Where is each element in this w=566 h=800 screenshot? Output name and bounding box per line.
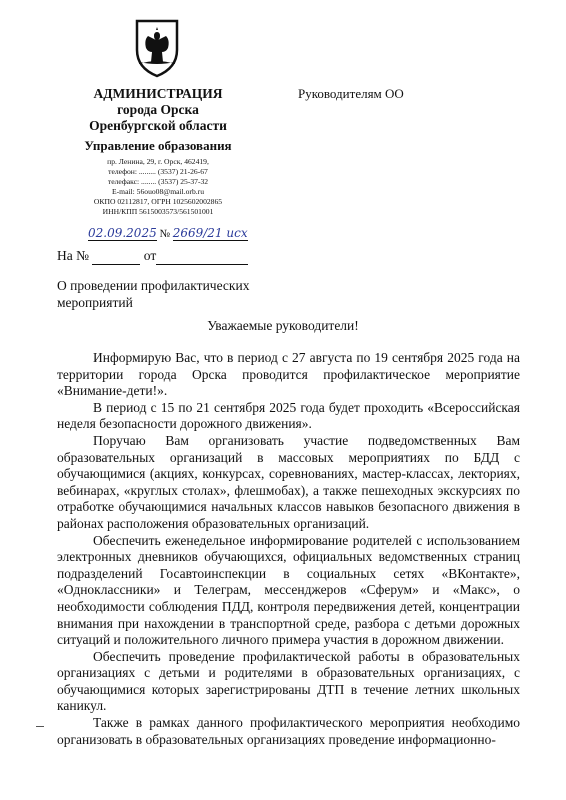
city-coat-of-arms-icon (134, 18, 180, 78)
recipient: Руководителям ОО (298, 86, 404, 101)
reference-number-label: На № (57, 248, 89, 263)
email: E-mail: 56ouo08@mail.orb.ru (112, 187, 204, 196)
reference-line (57, 248, 248, 265)
org-name-line1: АДМИНИСТРАЦИЯ (93, 86, 223, 101)
org-name-line2: города Орска (117, 102, 199, 117)
body-paragraph: Обеспечить проведение профилактической работы в образовательных организациях с детьми и родителями в образовательных организациях, с обучающимися которых зарегистрированы ДТП в течение летних школьных каникул. (57, 648, 520, 714)
handwritten-date: 02.09.2025 (88, 226, 157, 240)
reference-number-blank (92, 248, 140, 265)
body-paragraph: Информирую Вас, что в период с 27 августа по 19 сентября 2025 года на территории города Орска проводится профилактическое мероприятие «Внимание-дети!». (57, 350, 520, 399)
okpo-ogrn: ОКПО 02112817, ОГРН 1025602002865 (93, 197, 223, 206)
margin-mark (36, 726, 44, 727)
body-paragraph: Также в рамках данного профилактического мероприятия необходимо организовать в образовательных организациях проведение информационно- (57, 715, 520, 747)
phone: телефон: ......... (3537) 21-26-67 (108, 167, 208, 176)
reference-date-blank (156, 248, 248, 265)
department-name: Управление образования (84, 138, 232, 153)
address: пр. Ленина, 29, г. Орск, 462419, (107, 157, 209, 166)
outgoing-registration (88, 226, 248, 241)
inn-kpp: ИНН/КПП 5615003573/561501001 (102, 207, 214, 216)
greeting: Уважаемые руководители! (207, 318, 359, 333)
letter-body (57, 350, 520, 748)
number-sign: № (159, 228, 170, 240)
subject-line: О проведении профилактических (57, 278, 250, 293)
body-paragraph: Обеспечить еженедельное информирование родителей с использованием электронных дневников обучающихся, официальных ведомственных страниц подразделений Госавтоинспекции в социальных сетях «ВКонтакте», «Одноклассники» и Телеграм, мессенджеров «Сферум» и «Макс», о необходимости соблюдения ПДД, контроля передвижения детей, концентрации внимания при нахождении в транспортной среде, разбора с детьми дорожных ситуаций и положительного личного примера участия в дорожном движении. (57, 532, 520, 648)
fax: телефакс: ........ (3537) 25-37-32 (107, 177, 209, 186)
reference-date-label: от (143, 248, 157, 263)
subject (57, 277, 297, 311)
org-name-line3: Оренбургской области (89, 118, 227, 133)
body-paragraph: Поручаю Вам организовать участие подведомственных Вам образовательных организаций в массовых мероприятиях по БДД с обучающимися (акциях, конкурсах, соревнованиях, мастер-классах, лекториях, вебинарах, «круглых столах», флешмобах), а также пешеходных экскурсиях по отработке обучающимися начальных классов навыков безопасного движения в районах расположения образовательных организаций. (57, 432, 520, 531)
body-paragraph: В период с 15 по 21 сентября 2025 года будет проходить «Всероссийская неделя безопасности дорожного движения». (57, 399, 520, 432)
subject-line: мероприятий (57, 295, 133, 310)
handwritten-number: 2669/21 исх (172, 226, 248, 240)
